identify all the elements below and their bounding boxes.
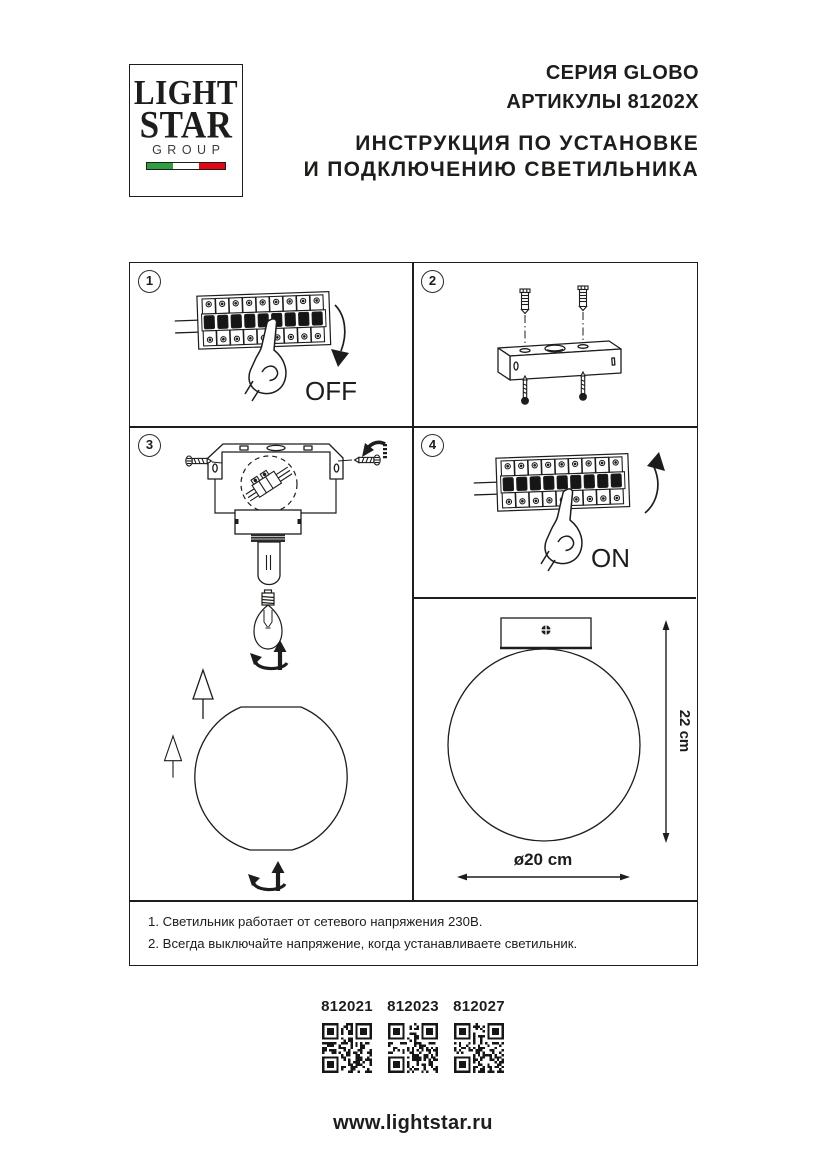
wall-anchor-icon bbox=[578, 286, 588, 311]
product-code: 812027 bbox=[453, 998, 505, 1015]
header bbox=[304, 59, 699, 183]
articles-title: АРТИКУЛЫ 81202X bbox=[506, 91, 699, 113]
flag-green bbox=[147, 163, 173, 169]
product-code: 812023 bbox=[387, 998, 439, 1015]
qr-code bbox=[454, 1023, 504, 1073]
step-1-number: 1 bbox=[138, 270, 161, 293]
step-1-panel bbox=[130, 263, 412, 426]
canopy bbox=[500, 618, 592, 648]
product-812021 bbox=[321, 998, 373, 1073]
lamp-socket bbox=[258, 542, 280, 585]
flag-red bbox=[199, 163, 225, 169]
terminal-block bbox=[241, 459, 293, 502]
fixture-dimension-drawing bbox=[413, 599, 696, 899]
breaker-off-drawing bbox=[130, 263, 412, 426]
steps-grid bbox=[129, 262, 698, 966]
glass-globe bbox=[195, 707, 347, 850]
candle-bulb bbox=[254, 590, 282, 649]
glass-globe bbox=[448, 649, 640, 841]
notes-box bbox=[130, 900, 696, 964]
step-4-number: 4 bbox=[421, 434, 444, 457]
arrow-down-icon bbox=[331, 305, 349, 367]
step-2-number: 2 bbox=[421, 270, 444, 293]
logo-star: STAR bbox=[139, 102, 233, 147]
product-qr-row bbox=[0, 998, 826, 1073]
product-code: 812021 bbox=[321, 998, 373, 1015]
assembly-drawing bbox=[130, 427, 412, 899]
off-label: OFF bbox=[305, 376, 357, 406]
arrow-up-icon bbox=[645, 452, 665, 513]
series-title: СЕРИЯ GLOBO bbox=[545, 62, 699, 84]
product-812027 bbox=[453, 998, 505, 1073]
step-4-panel bbox=[413, 427, 696, 597]
screw-icon bbox=[522, 376, 529, 404]
bracket-mounting-drawing bbox=[413, 263, 696, 426]
screw-icon bbox=[355, 455, 381, 465]
flag-white bbox=[173, 163, 199, 169]
note-line: 1. Светильник работает от сетевого напряжения 230В. bbox=[148, 914, 483, 929]
logo-group: GROUP bbox=[152, 143, 226, 157]
dimensions-panel bbox=[413, 599, 696, 899]
on-label: ON bbox=[591, 543, 630, 573]
circuit-breaker-row bbox=[473, 454, 630, 512]
step-2-panel bbox=[413, 263, 696, 426]
qr-code bbox=[388, 1023, 438, 1073]
up-arrow-icon bbox=[165, 736, 182, 778]
lightstar-logo bbox=[129, 64, 243, 197]
qr-code bbox=[322, 1023, 372, 1073]
threaded-collar bbox=[251, 534, 285, 542]
diameter-label: ø20 cm bbox=[513, 850, 573, 869]
mounting-bracket bbox=[498, 341, 621, 380]
canopy bbox=[235, 510, 301, 534]
circuit-breaker-row bbox=[174, 292, 331, 350]
italian-flag-bar bbox=[146, 162, 226, 170]
step-3-panel bbox=[130, 427, 412, 899]
website-url: www.lightstar.ru bbox=[333, 1112, 493, 1134]
wall-anchor-icon bbox=[520, 289, 530, 314]
height-dimension bbox=[663, 620, 693, 843]
height-label: 22 cm bbox=[676, 709, 693, 753]
screw-icon bbox=[580, 372, 587, 400]
breaker-on-drawing bbox=[413, 427, 696, 597]
logo-light: LIGHT bbox=[133, 72, 239, 112]
note-line: 2. Всегда выключайте напряжение, когда устанавливаете светильник. bbox=[148, 935, 578, 951]
diameter-dimension bbox=[457, 850, 630, 880]
instruction-title-line2: И ПОДКЛЮЧЕНИЮ СВЕТИЛЬНИКА bbox=[303, 158, 699, 181]
instruction-title-line1: ИНСТРУКЦИЯ ПО УСТАНОВКЕ bbox=[355, 132, 699, 155]
step-3-number: 3 bbox=[138, 434, 161, 457]
product-812023 bbox=[387, 998, 439, 1073]
up-arrow-icon bbox=[193, 670, 213, 719]
screw-in-rotation-icon bbox=[248, 861, 285, 891]
